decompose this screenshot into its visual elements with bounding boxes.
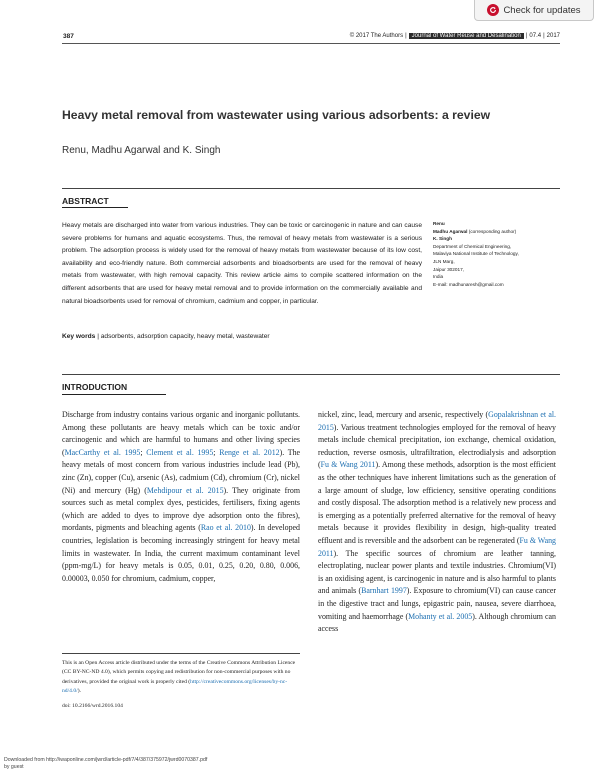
abstract-text: Heavy metals are discharged into water from various industries. They can be toxic or carcinogenic in nature and can cause severe problems for humans and aquatic ecosystems. Thus, the removal of heavy metals from wastewater is a serious problem. The adsorption process is widely used for the removal of heavy metals from wastewater because of its low cost, availability and eco-friendly nature. Both commercial adsorbents and bioadsorbents are used for the removal of heavy metals from wastewater, with high removal capacity. This review article aims to compile scattered information on the different adsorbents that are used for heavy metal removal and to provide information on the commercially available and natural bioadsorbents used for removal of chromium, cadmium and copper, in particular. (62, 222, 422, 305)
journal-header: © 2017 The Authors | Journal of Water Reuse and Desalination | 07.4 | 2017 (349, 33, 560, 39)
citation-link[interactable]: MacCarthy et al. 1995 (64, 447, 141, 457)
download-note (4, 757, 207, 770)
introduction-rule (62, 374, 560, 375)
download-line-1: Downloaded from http://iwaponline.com/jwrd/article-pdf/7/4/387/375972/jwrd0070387.pdf (4, 757, 208, 763)
keywords: Key words | adsorbents, adsorption capacity, heavy metal, wastewater (62, 333, 270, 340)
refresh-icon (487, 4, 499, 16)
citation-link[interactable]: Barnhart 1997 (361, 586, 407, 596)
citation-link[interactable]: Fu & Wang 2011 (318, 535, 556, 558)
introduction-heading: INTRODUCTION (62, 382, 128, 392)
license-footnote: This is an Open Access article distributed under the terms of the Creative Commons Attribution Licence (CC BY-NC-ND 4.0), which permits copying and redistribution for non-commercial purposes with no derivatives, provided the original work is properly cited (http://creativecommons.org/licenses/by-nc-nd/4.0/). (62, 660, 296, 694)
abstract-rule (62, 188, 560, 189)
license-link[interactable]: http://creativecommons.org/licenses/by-nc-nd/4.0/ (62, 678, 288, 694)
affil-city: Jaipur 302017, (433, 266, 465, 272)
affil-corresponding: (corresponding author) (467, 228, 517, 234)
keywords-label: Key words (62, 333, 96, 340)
article-title: Heavy metal removal from wastewater using various adsorbents: a review (62, 108, 491, 122)
citation-link[interactable]: Mehdipour et al. 2015 (146, 485, 224, 495)
affil-name-1: Renu (433, 221, 445, 226)
citation-link[interactable]: Mohanty et al. 2005 (408, 611, 473, 621)
affil-place: JLN Marg, (433, 258, 455, 264)
footnote-rule (62, 653, 300, 654)
citation-link[interactable]: Clement et al. 1995 (146, 447, 214, 457)
affil-name-2: Madhu Agarwal (433, 228, 468, 234)
download-line-2: by guest (4, 763, 24, 770)
copyright: © 2017 The Authors (349, 33, 404, 39)
year: 2017 (546, 33, 560, 39)
page-number: 387 (63, 33, 74, 40)
author-affiliation (433, 220, 558, 288)
check-for-updates-button[interactable] (474, 0, 594, 21)
article-authors: Renu, Madhu Agarwal and K. Singh (62, 145, 221, 156)
volume-issue: 07.4 (529, 33, 542, 39)
affil-name-3: K. Singh (433, 236, 453, 242)
introduction-right-column: nickel, zinc, lead, mercury and arsenic, respectively (Gopalakrishnan et al. 2015). Various treatment technologies employed for the removal of heavy metals include chemical precipitation, ion exchange, chemical oxidation, reduction, reverse osmosis, ultrafiltration, electrodialysis and adsorption (Fu & Wang 2011). Among these methods, adsorption is the most efficient as the other techniques have inherent limitations such as the generation of a large amount of sludge, low efficiency, sensitive operating conditions and costly disposal. The adsorption method is a relatively new process and is emerging as a potentially preferred alternative for the removal of heavy metals because it provides flexibility in design, high-quality treated effluent and is reversible and the adsorbent can be regenerated (Fu & Wang 2011). The specific sources of chromium are leather tanning, electroplating, nuclear power plants and textile industries. Chromium(VI) is an oxidising agent, is carcinogenic in nature and is also harmful to plants and animals (Barnhart 1997). Exposure to chromium(VI) can cause cancer in the digestive tract and lungs, epigastric pain, nausea, severe diarrhoea, vomiting and haemorrhage (Mohanty et al. 2005). Although chromium can access (318, 410, 557, 634)
introduction-underline (62, 394, 166, 395)
affil-email: E-mail: madhunaresh@gmail.com (433, 281, 504, 287)
citation-link[interactable]: Rao et al. 2010 (200, 523, 251, 533)
introduction-left-column: Discharge from industry contains various organic and inorganic pollutants. Among these pollutants are heavy metals which can be toxic and/or carcinogenic and which are harmful to humans and other living species (MacCarthy et al. 1995; Clement et al. 1995; Renge et al. 2012). The heavy metals of most concern from various industries include lead (Pb), zinc (Zn), copper (Cu), arsenic (As), cadmium (Cd), chromium (Cr), nickel (Ni) and mercury (Hg) (Mehdipour et al. 2015). They originate from sources such as metal complex dyes, pesticides, fertilisers, fixing agents (which are added to dyes to improve dye adsorption onto the fibres), mordants, pigments and bleaching agents (Rao et al. 2010). In developed countries, legislation is becoming increasingly stringent for heavy metal limits in wastewater. In India, the current maximum contaminant level (ppm-mg/L) for heavy metals is 0.05, 0.01, 0.25, 0.20, 0.80, 0.006, 0.00003, 0.050 for chromium, cadmium, copper, (62, 410, 301, 583)
check-for-updates-label: Check for updates (503, 4, 581, 16)
affil-dept: Department of Chemical Engineering, (433, 243, 512, 249)
keywords-list: adsorbents, adsorption capacity, heavy metal, wastewater (100, 333, 270, 340)
abstract-underline (62, 207, 128, 208)
affil-line-2 (433, 228, 558, 236)
header-rule (62, 43, 560, 44)
citation-link[interactable]: Gopalakrishnan et al. 2015 (318, 410, 556, 432)
citation-link[interactable]: Fu & Wang 2011 (320, 460, 376, 470)
affil-institute: Malaviya National Institute of Technology, (433, 251, 519, 257)
doi: doi: 10.2166/wrd.2016.104 (62, 703, 123, 709)
abstract-heading: ABSTRACT (62, 196, 109, 206)
citation-link[interactable]: Renge et al. 2012 (219, 447, 280, 457)
journal-name: Journal of Water Reuse and Desalination (409, 33, 524, 39)
affil-country: India (433, 274, 444, 280)
